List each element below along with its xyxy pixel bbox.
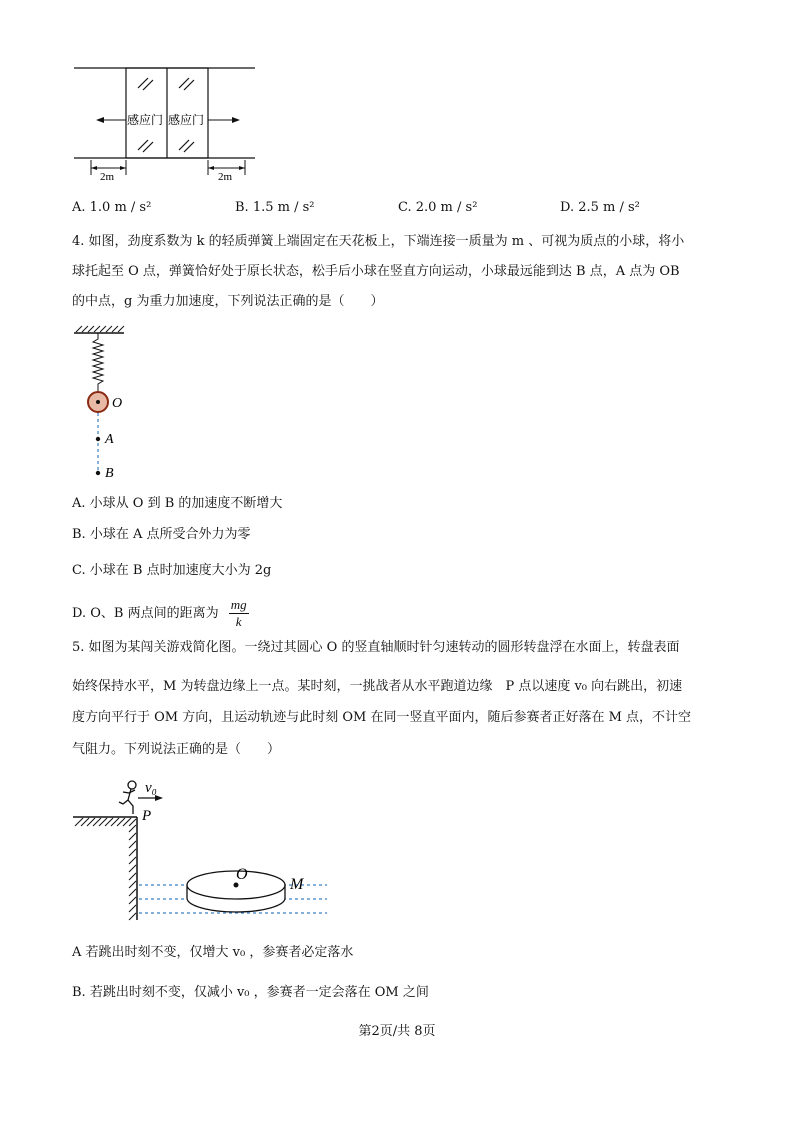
q4-option-d: [72, 596, 249, 632]
q4-stem-line1: 4. 如图，劲度系数为 k 的轻质弹簧上端固定在天花板上，下端连接一质量为 m 、可视为质点的小球，将小: [72, 234, 685, 249]
q5-stem-line1: 5. 如图为某闯关游戏简化图。一绕过其圆心 O 的竖直轴顺时针匀速转动的圆形转盘浮在水面上，转盘表面: [72, 640, 680, 655]
q3-option-d: D. 2.5 m / s²: [560, 200, 640, 215]
spring-icon: [93, 333, 103, 391]
door-left-label: 感应门: [127, 113, 164, 127]
q5-option-a: A 若跳出时刻不变，仅增大 v₀ ，参赛者必定落水: [72, 945, 354, 960]
runner-icon: [119, 781, 136, 814]
point-a-label: A: [105, 432, 114, 447]
q5-stem-line2: 始终保持水平，M 为转盘边缘上一点。某时刻，一挑战者从水平跑道边缘 P 点以速度 v₀ 向右跳出，初速: [72, 679, 683, 694]
q4-option-b: B. 小球在 A 点所受合外力为零: [72, 527, 251, 542]
point-o-label: O: [112, 396, 123, 411]
q5-stem-line3: 度方向平行于 OM 方向，且运动轨迹与此时刻 OM 在同一竖直平面内，随后参赛者正好落在 M 点，不计空: [72, 710, 692, 725]
q4-option-c: C. 小球在 B 点时加速度大小为 2g: [72, 563, 272, 578]
page-footer: 第2页/共 8页: [358, 1024, 436, 1039]
q3-option-b: B. 1.5 m / s²: [235, 200, 315, 215]
figure-turntable: [65, 768, 355, 928]
fraction-denominator: k: [235, 614, 242, 629]
q5-stem-line4: 气阻力。下列说法正确的是（ ）: [72, 742, 281, 757]
q5-option-b: B. 若跳出时刻不变，仅减小 v₀ ，参赛者一定会落在 OM 之间: [72, 985, 429, 1000]
point-p-label: P: [142, 808, 152, 824]
dim-right-label: 2m: [218, 171, 233, 183]
point-m-label: M: [290, 876, 304, 893]
fraction-numerator: mg: [230, 597, 247, 612]
point-b-label: B: [105, 466, 114, 481]
dim-left-label: 2m: [100, 171, 115, 183]
q4-stem-line2: 球托起至 O 点，弹簧恰好处于原长状态，松手后小球在竖直方向运动，小球最远能到达 B 点，A 点为 OB: [72, 264, 680, 279]
q3-option-c: C. 2.0 m / s²: [398, 200, 478, 215]
center-o-label: O: [236, 866, 248, 883]
figure-spring-ball: [68, 325, 138, 485]
q4-option-d-text: D. O、B 两点间的距离为: [72, 606, 219, 621]
q3-option-a: A. 1.0 m / s²: [72, 200, 152, 215]
velocity-label: v₀: [145, 780, 157, 796]
q4-stem-line3: 的中点，g 为重力加速度，下列说法正确的是（ ）: [72, 294, 384, 309]
door-right-label: 感应门: [168, 113, 205, 127]
q4-option-d-fraction: [229, 597, 249, 630]
figure-induction-doors: [60, 60, 270, 185]
q4-option-a: A. 小球从 O 到 B 的加速度不断增大: [72, 496, 283, 511]
